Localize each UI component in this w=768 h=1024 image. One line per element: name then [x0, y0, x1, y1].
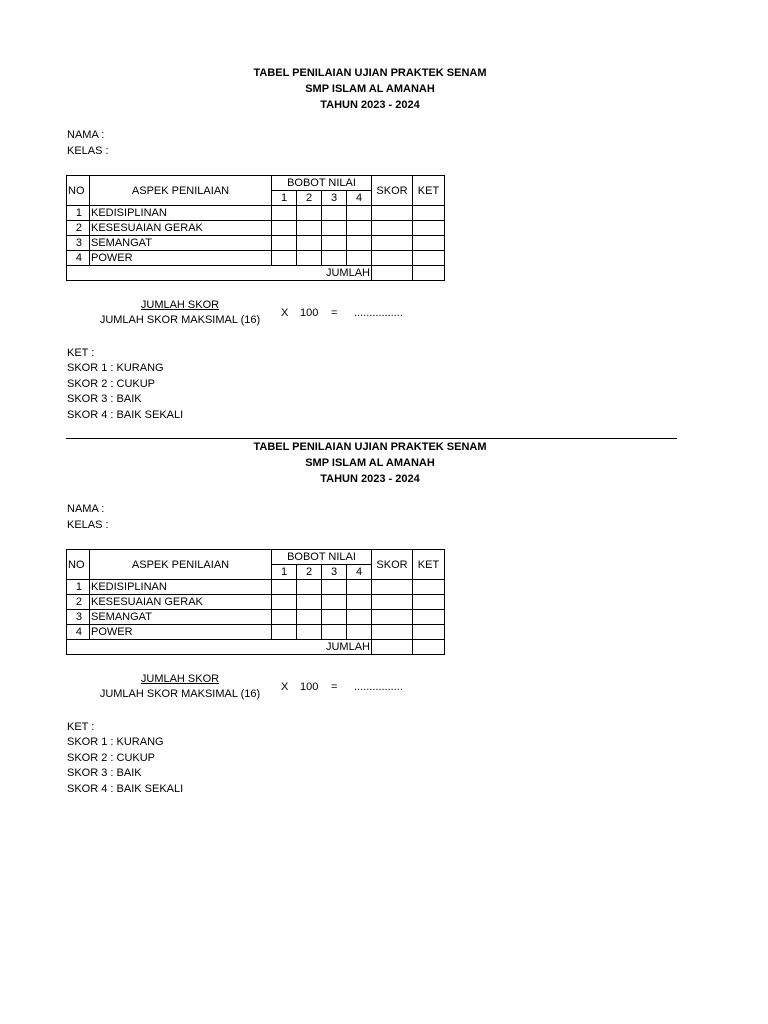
- score-cell[interactable]: [272, 625, 297, 640]
- score-cell[interactable]: [272, 236, 297, 251]
- skor-cell[interactable]: [372, 206, 413, 221]
- score-cell[interactable]: [272, 580, 297, 595]
- ket-item: SKOR 1 : KURANG: [67, 736, 164, 748]
- ket-cell[interactable]: [413, 610, 445, 625]
- ket-cell[interactable]: [413, 580, 445, 595]
- bobot-level: 3: [322, 565, 347, 580]
- title-line-1: TABEL PENILAIAN UJIAN PRAKTEK SENAM: [253, 441, 487, 453]
- formula-times: X: [281, 307, 289, 319]
- score-cell[interactable]: [322, 221, 347, 236]
- score-cell[interactable]: [322, 625, 347, 640]
- table-row: [67, 236, 445, 251]
- title-line-3: TAHUN 2023 - 2024: [320, 473, 420, 485]
- assessment-table: [66, 549, 445, 655]
- nama-label: NAMA :: [67, 129, 105, 141]
- header-bobot: BOBOT NILAI: [272, 176, 372, 191]
- score-cell[interactable]: [272, 221, 297, 236]
- row-aspek: KEDISIPLINAN: [90, 580, 272, 595]
- ket-cell[interactable]: [413, 595, 445, 610]
- skor-cell[interactable]: [372, 625, 413, 640]
- score-cell[interactable]: [347, 580, 372, 595]
- bobot-level: 1: [272, 565, 297, 580]
- bobot-level: 4: [347, 565, 372, 580]
- score-cell[interactable]: [347, 610, 372, 625]
- jumlah-skor-cell[interactable]: [372, 266, 413, 281]
- row-aspek: KESESUAIAN GERAK: [90, 221, 272, 236]
- title-line-2: SMP ISLAM AL AMANAH: [305, 457, 435, 469]
- score-cell[interactable]: [272, 595, 297, 610]
- jumlah-row: [67, 266, 445, 281]
- table-row: [67, 221, 445, 236]
- formula-equals: =: [331, 307, 338, 319]
- score-cell[interactable]: [347, 595, 372, 610]
- jumlah-ket-cell[interactable]: [413, 640, 445, 655]
- skor-cell[interactable]: [372, 610, 413, 625]
- bobot-level: 3: [322, 191, 347, 206]
- score-cell[interactable]: [322, 206, 347, 221]
- ket-item: SKOR 3 : BAIK: [67, 767, 142, 779]
- score-cell[interactable]: [322, 236, 347, 251]
- formula-result-blank[interactable]: ................: [354, 681, 403, 693]
- formula-result-blank[interactable]: ................: [354, 307, 403, 319]
- ket-cell[interactable]: [413, 625, 445, 640]
- header-row: [67, 176, 445, 191]
- score-cell[interactable]: [347, 221, 372, 236]
- ket-item: SKOR 4 : BAIK SEKALI: [67, 783, 184, 795]
- ket-item: SKOR 3 : BAIK: [67, 393, 142, 405]
- score-cell[interactable]: [347, 206, 372, 221]
- assessment-sheet-2: [0, 437, 768, 811]
- row-no: 4: [67, 625, 90, 640]
- score-cell[interactable]: [297, 595, 322, 610]
- ket-item: SKOR 1 : KURANG: [67, 362, 164, 374]
- score-cell[interactable]: [347, 236, 372, 251]
- score-cell[interactable]: [272, 251, 297, 266]
- score-cell[interactable]: [297, 580, 322, 595]
- bobot-level: 4: [347, 191, 372, 206]
- score-cell[interactable]: [297, 221, 322, 236]
- skor-cell[interactable]: [372, 251, 413, 266]
- row-aspek: KESESUAIAN GERAK: [90, 595, 272, 610]
- score-cell[interactable]: [297, 236, 322, 251]
- kelas-label: KELAS :: [67, 519, 109, 531]
- score-cell[interactable]: [297, 251, 322, 266]
- formula-hundred: 100: [300, 307, 319, 319]
- formula-numerator: JUMLAH SKOR: [140, 299, 220, 311]
- assessment-sheet-1: [0, 63, 768, 437]
- row-no: 3: [67, 610, 90, 625]
- row-no: 1: [67, 206, 90, 221]
- ket-item: SKOR 2 : CUKUP: [67, 752, 156, 764]
- bobot-level: 2: [297, 565, 322, 580]
- formula-times: X: [281, 681, 289, 693]
- header-aspek: ASPEK PENILAIAN: [90, 550, 272, 580]
- skor-cell[interactable]: [372, 580, 413, 595]
- score-cell[interactable]: [297, 610, 322, 625]
- score-cell[interactable]: [272, 206, 297, 221]
- score-cell[interactable]: [322, 610, 347, 625]
- ket-cell[interactable]: [413, 236, 445, 251]
- score-cell[interactable]: [322, 580, 347, 595]
- table-row: [67, 595, 445, 610]
- header-skor: SKOR: [372, 176, 413, 206]
- table-row: [67, 251, 445, 266]
- title-line-1: TABEL PENILAIAN UJIAN PRAKTEK SENAM: [253, 67, 487, 79]
- header-ket: KET: [413, 550, 445, 580]
- kelas-label: KELAS :: [67, 145, 109, 157]
- score-formula: [0, 297, 768, 331]
- score-cell[interactable]: [272, 610, 297, 625]
- header-no: NO: [67, 550, 90, 580]
- ket-heading: KET :: [67, 721, 95, 733]
- score-cell[interactable]: [297, 206, 322, 221]
- score-formula: [0, 671, 768, 705]
- jumlah-skor-cell[interactable]: [372, 640, 413, 655]
- ket-cell[interactable]: [413, 206, 445, 221]
- formula-denominator: JUMLAH SKOR MAKSIMAL (16): [99, 688, 261, 700]
- bobot-level: 2: [297, 191, 322, 206]
- row-no: 1: [67, 580, 90, 595]
- ket-item: SKOR 2 : CUKUP: [67, 378, 156, 390]
- header-bobot: BOBOT NILAI: [272, 550, 372, 565]
- ket-heading: KET :: [67, 347, 95, 359]
- row-aspek: SEMANGAT: [90, 236, 272, 251]
- jumlah-label: JUMLAH: [67, 640, 372, 655]
- row-aspek: SEMANGAT: [90, 610, 272, 625]
- title-line-3: TAHUN 2023 - 2024: [320, 99, 420, 111]
- nama-label: NAMA :: [67, 503, 105, 515]
- row-no: 4: [67, 251, 90, 266]
- header-row: [67, 550, 445, 565]
- table-row: [67, 580, 445, 595]
- row-aspek: KEDISIPLINAN: [90, 206, 272, 221]
- formula-hundred: 100: [300, 681, 319, 693]
- formula-numerator: JUMLAH SKOR: [140, 673, 220, 685]
- row-aspek: POWER: [90, 625, 272, 640]
- row-no: 2: [67, 221, 90, 236]
- skor-cell[interactable]: [372, 236, 413, 251]
- header-skor: SKOR: [372, 550, 413, 580]
- row-aspek: POWER: [90, 251, 272, 266]
- header-ket: KET: [413, 176, 445, 206]
- header-no: NO: [67, 176, 90, 206]
- score-cell[interactable]: [297, 625, 322, 640]
- formula-equals: =: [331, 681, 338, 693]
- formula-denominator: JUMLAH SKOR MAKSIMAL (16): [99, 314, 261, 326]
- header-aspek: ASPEK PENILAIAN: [90, 176, 272, 206]
- row-no: 2: [67, 595, 90, 610]
- title-line-2: SMP ISLAM AL AMANAH: [305, 83, 435, 95]
- table-row: [67, 206, 445, 221]
- jumlah-row: [67, 640, 445, 655]
- score-cell[interactable]: [322, 595, 347, 610]
- skor-cell[interactable]: [372, 221, 413, 236]
- jumlah-ket-cell[interactable]: [413, 266, 445, 281]
- skor-cell[interactable]: [372, 595, 413, 610]
- ket-item: SKOR 4 : BAIK SEKALI: [67, 409, 184, 421]
- score-cell[interactable]: [347, 625, 372, 640]
- table-row: [67, 625, 445, 640]
- bobot-level: 1: [272, 191, 297, 206]
- score-cell[interactable]: [347, 251, 372, 266]
- assessment-table: [66, 175, 445, 281]
- row-no: 3: [67, 236, 90, 251]
- score-cell[interactable]: [322, 251, 347, 266]
- table-row: [67, 610, 445, 625]
- ket-cell[interactable]: [413, 221, 445, 236]
- ket-cell[interactable]: [413, 251, 445, 266]
- jumlah-label: JUMLAH: [67, 266, 372, 281]
